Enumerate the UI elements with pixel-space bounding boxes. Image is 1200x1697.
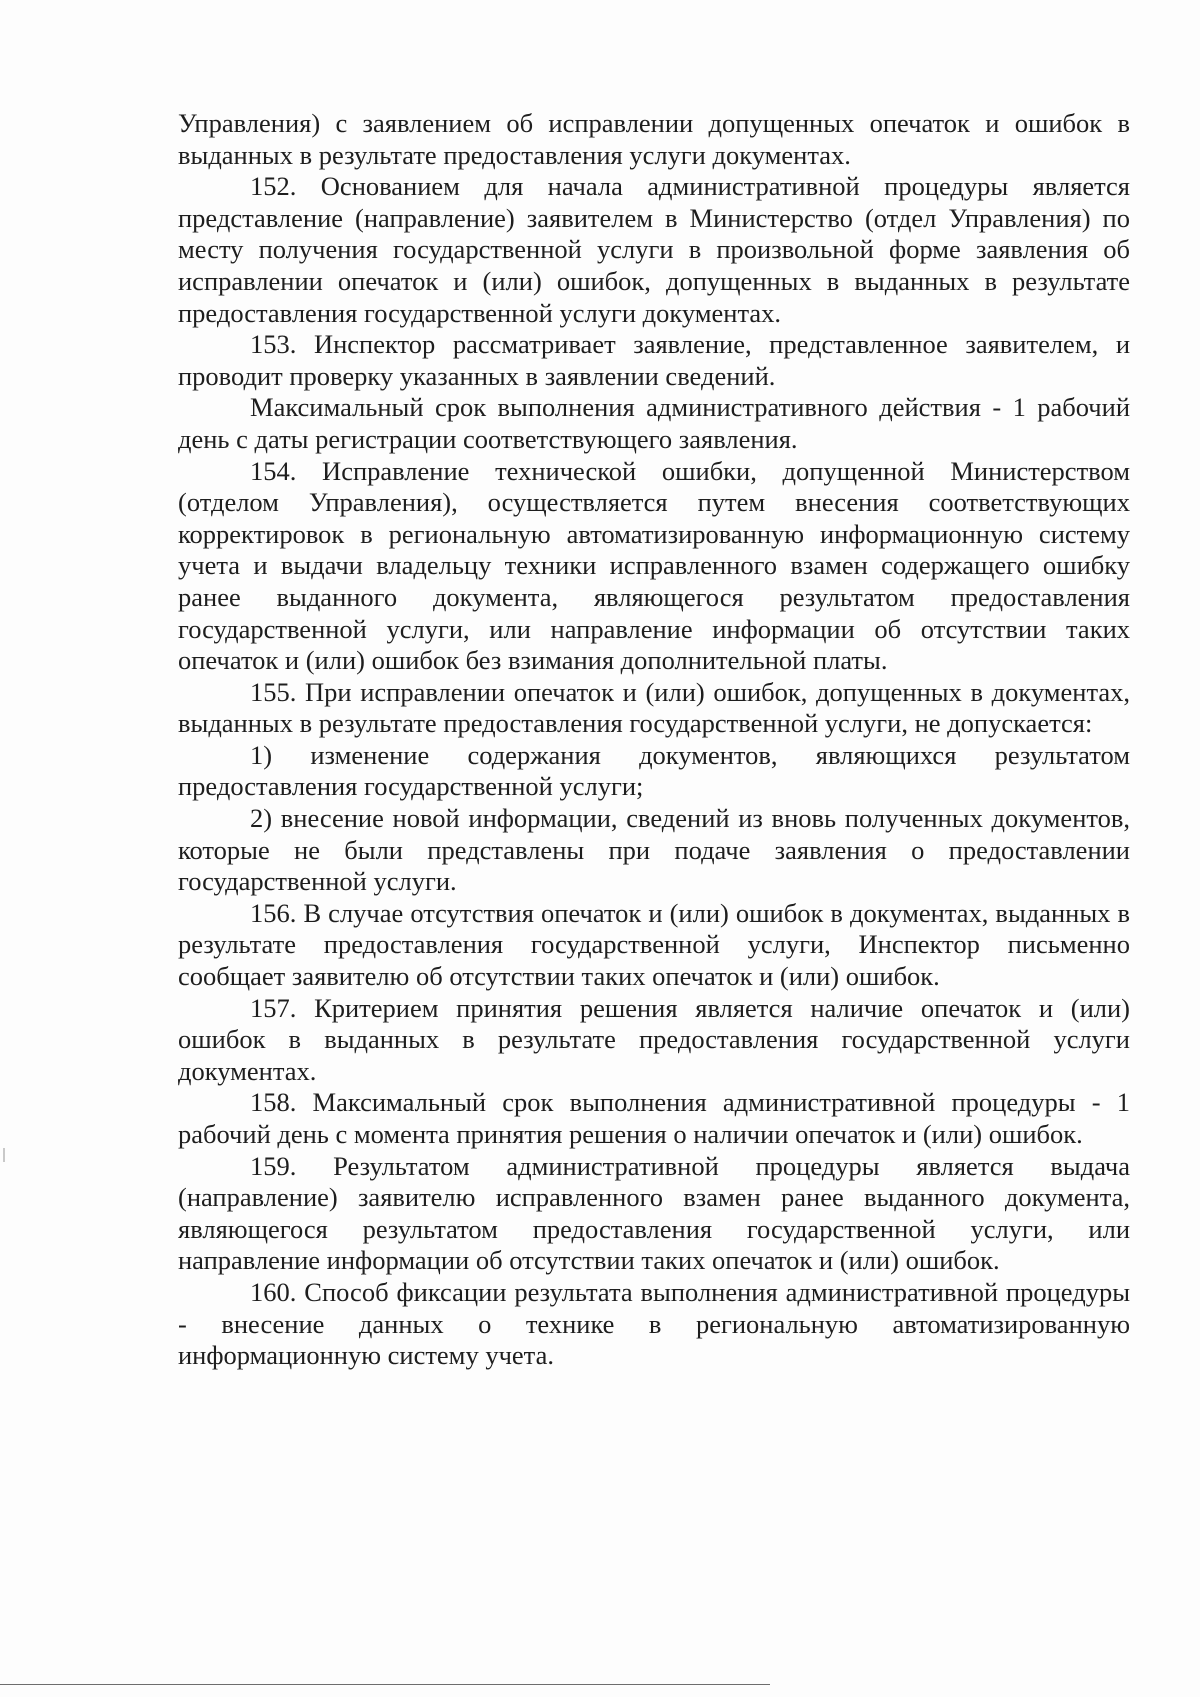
- paragraph-160: 160. Способ фиксации результата выполнения административной процедуры - внесение данных о технике в региональную автоматизированную информационную систему учета.: [178, 1276, 1130, 1371]
- paragraph-continuation: Управления) с заявлением об исправлении допущенных опечаток и ошибок в выданных в результате предоставления услуги документах.: [178, 108, 1130, 170]
- paragraph-154: 154. Исправление технической ошибки, допущенной Министерством (отделом Управления), осуществляется путем внесения соответствующих корректировок в региональную автоматизированную информационную систему учета и выдачи владельцу техники исправленного взамен содержащего ошибку ранее выданного документа, являющегося результатом предоставления государственной услуги, или направление информации об отсутствии таких опечаток и (или) ошибок без взимания дополнительной платы.: [178, 455, 1130, 676]
- bottom-divider: [0, 1684, 770, 1685]
- paragraph-152: 152. Основанием для начала административной процедуры является представление (направление) заявителем в Министерство (отдел Управления) по месту получения государственной услуги в произвольной форме заявления об исправлении опечаток и (или) ошибок, допущенных в выданных в результате предоставления государственной услуги документах.: [178, 171, 1130, 328]
- paragraph-156: 156. В случае отсутствия опечаток и (или) ошибок в документах, выданных в результате предоставления государственной услуги, Инспектор письменно сообщает заявителю об отсутствии таких опечаток и (или) ошибок.: [178, 897, 1130, 992]
- paragraph-158: 158. Максимальный срок выполнения административной процедуры - 1 рабочий день с момента принятия решения о наличии опечаток и (или) ошибок.: [178, 1087, 1130, 1149]
- paragraph-155-item-2: 2) внесение новой информации, сведений из вновь полученных документов, которые не были представлены при подаче заявления о предоставлении государственной услуги.: [178, 803, 1130, 897]
- paragraph-157: 157. Критерием принятия решения является наличие опечаток и (или) ошибок в выданных в результате предоставления государственной услуги документах.: [178, 992, 1130, 1086]
- paragraph-153: 153. Инспектор рассматривает заявление, представленное заявителем, и проводит проверку указанных в заявлении сведений.: [178, 329, 1130, 391]
- paragraph-159: 159. Результатом административной процедуры является выдача (направление) заявителю исправленного взамен ранее выданного документа, являющегося результатом предоставления государственной услуги, или направление информации об отсутствии таких опечаток и (или) ошибок.: [178, 1150, 1130, 1276]
- document-body: [178, 108, 1130, 1372]
- paragraph-155: 155. При исправлении опечаток и (или) ошибок, допущенных в документах, выданных в результате предоставления государственной услуги, не допускается:: [178, 676, 1130, 739]
- paragraph-155-item-1: 1) изменение содержания документов, являющихся результатом предоставления государственной услуги;: [178, 739, 1130, 802]
- scan-edge-mark: [3, 1148, 5, 1162]
- paragraph-max-term: Максимальный срок выполнения административного действия - 1 рабочий день с даты регистрации соответствующего заявления.: [178, 392, 1130, 454]
